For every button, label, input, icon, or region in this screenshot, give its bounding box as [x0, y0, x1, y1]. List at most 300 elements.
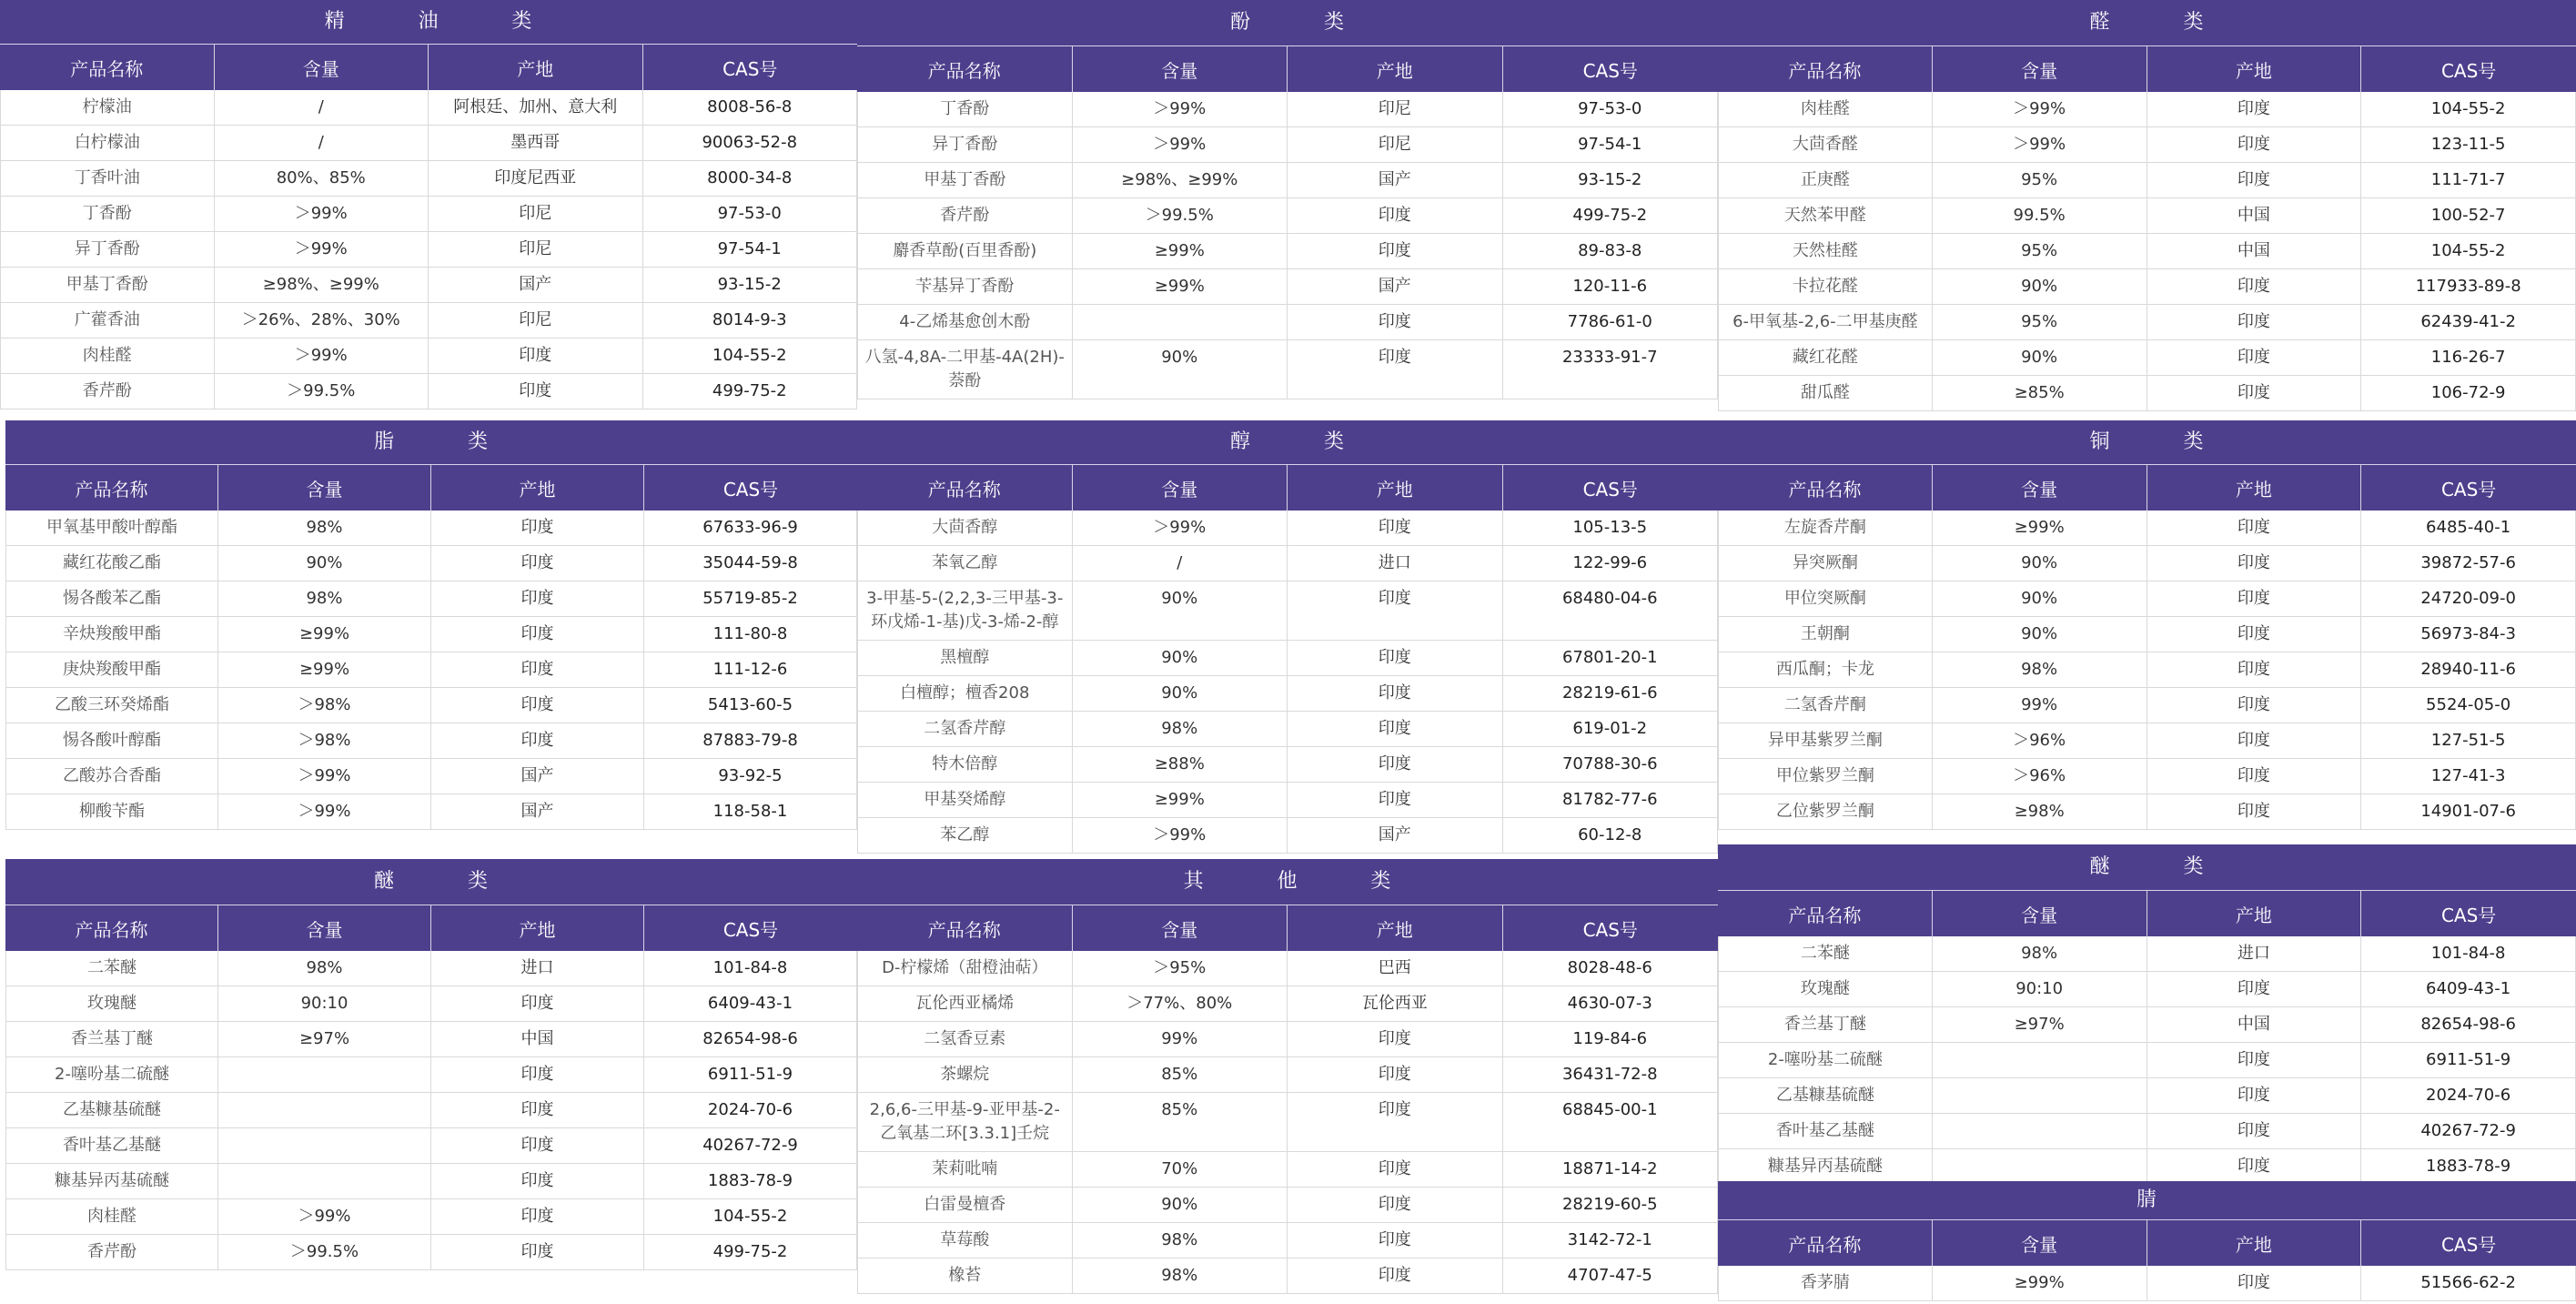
cell-origin: 印度	[1288, 676, 1503, 711]
cell-content	[218, 1164, 431, 1198]
table-row	[1718, 305, 2576, 340]
cell-name: 广藿香油	[0, 303, 215, 338]
cell-cas: 619-01-2	[1503, 712, 1719, 746]
table-header-row	[857, 464, 1718, 510]
table-row	[857, 581, 1718, 641]
cell-origin: 印度	[1288, 581, 1503, 640]
cell-origin: 印度	[429, 374, 643, 409]
cell-origin: 印度	[2147, 1149, 2362, 1184]
cell-origin: 印度	[1288, 1093, 1503, 1151]
table-row	[5, 1199, 857, 1235]
cell-origin: 印尼	[429, 197, 643, 231]
cell-cas: 120-11-6	[1503, 269, 1719, 304]
column-header-origin: 产地	[431, 905, 644, 951]
cell-cas: 123-11-5	[2361, 127, 2576, 162]
cell-origin: 印度	[431, 581, 644, 616]
cell-cas: 89-83-8	[1503, 234, 1719, 268]
cell-name: 异丁香酚	[857, 127, 1073, 162]
cell-content: ＞99.5%	[1073, 198, 1288, 233]
cell-name: 庚炔羧酸甲酯	[5, 652, 218, 687]
cell-cas: 67633-96-9	[644, 510, 857, 545]
cell-content: /	[215, 90, 429, 125]
table-header-row	[1718, 45, 2576, 92]
cell-cas: 39872-57-6	[2361, 546, 2576, 581]
cell-content: ≥98%、≥99%	[215, 268, 429, 302]
table-row	[1718, 1007, 2576, 1043]
cell-name: 4-乙烯基愈创木酚	[857, 305, 1073, 339]
cell-origin: 印度	[2147, 510, 2362, 545]
cell-cas: 6485-40-1	[2361, 510, 2576, 545]
cell-origin: 印度	[2147, 972, 2362, 1006]
table-row	[857, 546, 1718, 581]
cell-origin: 阿根廷、加州、意大利	[429, 90, 643, 125]
column-header-origin: 产地	[2147, 46, 2362, 92]
cell-name: 丁香酚	[0, 197, 215, 231]
cell-content: ≥98%、≥99%	[1073, 163, 1288, 197]
cell-origin: 印度	[1288, 1188, 1503, 1222]
cell-content: 90%	[1073, 1188, 1288, 1222]
cell-content: 98%	[1933, 936, 2147, 971]
table-header-row	[857, 905, 1718, 951]
table-header-row	[857, 45, 1718, 92]
table-row	[1718, 794, 2576, 830]
cell-origin: 印度	[431, 986, 644, 1021]
column-header-content: 含量	[1933, 1220, 2147, 1266]
cell-content	[1933, 1078, 2147, 1113]
column-header-name: 产品名称	[1718, 46, 1933, 92]
cell-cas: 56973-84-3	[2361, 617, 2576, 652]
cell-cas: 14901-07-6	[2361, 794, 2576, 829]
table-header-row	[5, 464, 857, 510]
cell-name: 王朝酮	[1718, 617, 1933, 652]
cell-name: 乙酸苏合香酯	[5, 759, 218, 794]
cell-origin: 印尼	[429, 303, 643, 338]
cell-origin: 印度	[1288, 1223, 1503, 1258]
cell-content: ＞99%	[1073, 510, 1288, 545]
cell-origin: 印度	[2147, 376, 2362, 410]
column-header-cas: CAS号	[722, 478, 779, 500]
cell-origin: 印度	[431, 1057, 644, 1092]
table-row	[857, 305, 1718, 340]
table-title: 醇 类	[857, 420, 1718, 464]
cell-origin: 中国	[2147, 1007, 2362, 1042]
cell-name: 糠基异丙基硫醚	[5, 1164, 218, 1198]
column-header-content: 含量	[1933, 465, 2147, 510]
cell-cas: 1883-78-9	[2361, 1149, 2576, 1184]
cell-name: 3-甲基-5-(2,2,3-三甲基-3-环戊烯-1-基)戊-3-烯-2-醇	[857, 581, 1073, 640]
cell-origin: 印度	[2147, 163, 2362, 197]
column-header-cas: CAS号	[2440, 1233, 2497, 1256]
table-row	[5, 581, 857, 617]
cell-name: 乙酸三环癸烯酯	[5, 688, 218, 723]
cell-origin: 印度	[1288, 1259, 1503, 1293]
cell-cas: 119-84-6	[1503, 1022, 1719, 1056]
cell-name: 八氢-4,8A-二甲基-4A(2H)-萘酚	[857, 340, 1073, 399]
cell-name: 甲位紫罗兰酮	[1718, 759, 1933, 794]
cell-origin: 印度	[1288, 340, 1503, 399]
table-row	[5, 510, 857, 546]
column-header-content: 含量	[218, 465, 431, 510]
cell-cas: 51566-62-2	[2361, 1266, 2576, 1300]
product-table	[5, 859, 857, 1270]
table-row	[1718, 1266, 2576, 1301]
table-row	[1718, 1149, 2576, 1185]
table-row	[5, 617, 857, 652]
cell-content: 98%	[1073, 712, 1288, 746]
cell-name: 6-甲氧基-2,6-二甲基庚醛	[1718, 305, 1933, 339]
column-header-origin: 产地	[431, 465, 644, 510]
cell-content: ＞99%	[1073, 127, 1288, 162]
cell-cas: 7786-61-0	[1503, 305, 1719, 339]
cell-content: 95%	[1933, 305, 2147, 339]
cell-content: ≥98%	[1933, 794, 2147, 829]
cell-cas: 105-13-5	[1503, 510, 1719, 545]
table-row	[0, 268, 857, 303]
cell-cas: 2024-70-6	[2361, 1078, 2576, 1113]
cell-name: 柳酸苄酯	[5, 794, 218, 829]
cell-content: 99.5%	[1933, 198, 2147, 233]
cell-content: 90%	[1933, 546, 2147, 581]
cell-name: 正庚醛	[1718, 163, 1933, 197]
cell-origin: 印度	[2147, 127, 2362, 162]
table-row	[857, 340, 1718, 399]
cell-origin: 印尼	[1288, 92, 1503, 126]
cell-origin: 印度	[431, 546, 644, 581]
cell-origin: 印度	[2147, 1114, 2362, 1148]
cell-cas: 6911-51-9	[644, 1057, 857, 1092]
cell-cas: 97-53-0	[643, 197, 858, 231]
cell-cas: 499-75-2	[1503, 198, 1719, 233]
table-row	[0, 339, 857, 374]
cell-name: 橡苔	[857, 1259, 1073, 1293]
column-header-content: 含量	[218, 905, 431, 951]
table-row	[5, 1128, 857, 1164]
table-row	[1718, 652, 2576, 688]
cell-name: 瓦伦西亚橘烯	[857, 986, 1073, 1021]
cell-name: 草莓酸	[857, 1223, 1073, 1258]
cell-origin: 进口	[431, 951, 644, 986]
cell-cas: 68845-00-1	[1503, 1093, 1719, 1151]
table-row	[857, 951, 1718, 986]
cell-cas: 104-55-2	[644, 1199, 857, 1234]
cell-origin: 印度	[1288, 305, 1503, 339]
table-title: 腈	[1718, 1181, 2576, 1219]
cell-cas: 4707-47-5	[1503, 1259, 1719, 1293]
cell-cas: 55719-85-2	[644, 581, 857, 616]
cell-cas: 8014-9-3	[643, 303, 858, 338]
cell-origin: 印度	[1288, 234, 1503, 268]
cell-content	[218, 1057, 431, 1092]
cell-content: /	[1073, 546, 1288, 581]
cell-name: 丁香酚	[857, 92, 1073, 126]
column-header-name: 产品名称	[1718, 465, 1933, 510]
cell-content: 98%	[1073, 1223, 1288, 1258]
cell-origin: 印度	[1288, 510, 1503, 545]
cell-origin: 印度	[1288, 1057, 1503, 1092]
cell-name: 香兰基丁醚	[5, 1022, 218, 1056]
cell-origin: 印度	[431, 617, 644, 652]
column-header-content: 含量	[1933, 46, 2147, 92]
table-row	[1718, 1043, 2576, 1078]
cell-cas: 118-58-1	[644, 794, 857, 829]
table-row	[857, 818, 1718, 854]
cell-content: ≥85%	[1933, 376, 2147, 410]
table-title: 酚 类	[857, 0, 1718, 45]
cell-name: 肉桂醛	[0, 339, 215, 373]
cell-name: 2-噻吩基二硫醚	[1718, 1043, 1933, 1077]
cell-content: ≥99%	[1073, 234, 1288, 268]
cell-origin: 印度	[431, 1164, 644, 1198]
cell-cas: 499-75-2	[643, 374, 858, 409]
cell-content: ＞99%	[215, 197, 429, 231]
table-row	[0, 303, 857, 339]
cell-content: ＞99.5%	[215, 374, 429, 409]
table-title: 醚 类	[1718, 844, 2576, 890]
table-row	[857, 1022, 1718, 1057]
cell-name: 白檀醇；檀香208	[857, 676, 1073, 711]
cell-cas: 3142-72-1	[1503, 1223, 1719, 1258]
cell-content: 99%	[1073, 1022, 1288, 1056]
table-row	[857, 163, 1718, 198]
table-row	[857, 1223, 1718, 1259]
cell-cas: 28219-61-6	[1503, 676, 1719, 711]
table-row	[5, 723, 857, 759]
table-row	[857, 783, 1718, 818]
cell-content: ＞99%	[1933, 92, 2147, 126]
cell-origin: 印度	[2147, 1266, 2362, 1300]
table-row	[857, 234, 1718, 269]
column-header-origin: 产地	[1288, 465, 1503, 510]
cell-content: 90%	[218, 546, 431, 581]
column-header-name: 产品名称	[5, 905, 218, 951]
table-row	[1718, 688, 2576, 723]
table-row	[1718, 376, 2576, 411]
table-row	[857, 1188, 1718, 1223]
cell-name: D-柠檬烯（甜橙油萜）	[857, 951, 1073, 986]
cell-content	[218, 1128, 431, 1163]
cell-content: 95%	[1933, 234, 2147, 268]
cell-content: 95%	[1933, 163, 2147, 197]
cell-content: ≥97%	[218, 1022, 431, 1056]
cell-cas: 70788-30-6	[1503, 747, 1719, 782]
cell-content: ＞99%	[215, 339, 429, 373]
table-row	[5, 1022, 857, 1057]
cell-origin: 印尼	[1288, 127, 1503, 162]
cell-origin: 印度	[2147, 340, 2362, 375]
cell-cas: 28219-60-5	[1503, 1188, 1719, 1222]
cell-origin: 印度	[2147, 305, 2362, 339]
table-title: 铜 类	[1718, 420, 2576, 464]
table-row	[5, 688, 857, 723]
cell-cas: 93-15-2	[643, 268, 858, 302]
column-header-content: 含量	[1073, 905, 1288, 951]
column-header-content: 含量	[215, 45, 429, 90]
cell-name: 茶螺烷	[857, 1057, 1073, 1092]
cell-content	[1933, 1149, 2147, 1184]
cell-origin: 印度	[2147, 92, 2362, 126]
column-header-content: 含量	[1933, 891, 2147, 936]
cell-name: 惕各酸苯乙酯	[5, 581, 218, 616]
cell-cas: 8008-56-8	[643, 90, 858, 125]
cell-name: 特木倍醇	[857, 747, 1073, 782]
cell-name: 二苯醚	[5, 951, 218, 986]
cell-origin: 印度	[1288, 747, 1503, 782]
table-title: 精 油 类	[0, 0, 857, 44]
cell-name: 乙位紫罗兰酮	[1718, 794, 1933, 829]
cell-name: 西瓜酮；卡龙	[1718, 652, 1933, 687]
table-row	[857, 92, 1718, 127]
cell-cas: 97-54-1	[1503, 127, 1719, 162]
cell-origin: 国产	[1288, 269, 1503, 304]
table-row	[1718, 127, 2576, 163]
cell-cas: 82654-98-6	[2361, 1007, 2576, 1042]
cell-name: 大茴香醛	[1718, 127, 1933, 162]
cell-name: 异突厥酮	[1718, 546, 1933, 581]
column-header-cas: CAS号	[1582, 478, 1638, 500]
product-table	[0, 0, 857, 409]
table-row	[5, 986, 857, 1022]
cell-origin: 印度	[2147, 546, 2362, 581]
cell-content: ≥99%	[218, 617, 431, 652]
cell-name: 乙基糠基硫醚	[5, 1093, 218, 1127]
column-header-origin: 产地	[1288, 46, 1503, 92]
cell-origin: 印度	[431, 1235, 644, 1269]
table-row	[857, 1093, 1718, 1152]
cell-cas: 8000-34-8	[643, 161, 858, 196]
cell-content: ＞98%	[218, 688, 431, 723]
cell-origin: 印度	[431, 1199, 644, 1234]
table-row	[5, 1057, 857, 1093]
cell-cas: 36431-72-8	[1503, 1057, 1719, 1092]
cell-cas: 111-12-6	[644, 652, 857, 687]
cell-origin: 进口	[1288, 546, 1503, 581]
column-header-origin: 产地	[2147, 465, 2362, 510]
cell-cas: 68480-04-6	[1503, 581, 1719, 640]
cell-name: 香芹酚	[5, 1235, 218, 1269]
column-header-cas: CAS号	[1582, 918, 1638, 941]
cell-origin: 印度	[2147, 581, 2362, 616]
cell-content: 90%	[1933, 617, 2147, 652]
column-header-origin: 产地	[2147, 1220, 2362, 1266]
column-header-origin: 产地	[429, 45, 643, 90]
cell-content: ＞99%	[215, 232, 429, 267]
table-row	[1718, 546, 2576, 581]
cell-content: ＞96%	[1933, 723, 2147, 758]
column-header-origin: 产地	[2147, 891, 2362, 936]
cell-cas: 90063-52-8	[643, 126, 858, 160]
table-row	[857, 676, 1718, 712]
cell-content: ＞99.5%	[218, 1235, 431, 1269]
table-row	[1718, 723, 2576, 759]
cell-cas: 117933-89-8	[2361, 269, 2576, 304]
cell-name: 黑檀醇	[857, 641, 1073, 675]
table-row	[857, 198, 1718, 234]
cell-name: 香芹酚	[0, 374, 215, 409]
cell-origin: 国产	[1288, 163, 1503, 197]
cell-content	[218, 1093, 431, 1127]
cell-origin: 进口	[2147, 936, 2362, 971]
cell-name: 苯乙醇	[857, 818, 1073, 853]
column-header-name: 产品名称	[857, 905, 1073, 951]
cell-content: 98%	[1073, 1259, 1288, 1293]
product-table	[1718, 844, 2576, 1185]
column-header-cas: CAS号	[2440, 59, 2497, 82]
table-row	[0, 126, 857, 161]
cell-origin: 国产	[431, 759, 644, 794]
cell-origin: 印度	[2147, 723, 2362, 758]
cell-origin: 印度	[2147, 652, 2362, 687]
table-header-row	[1718, 890, 2576, 936]
product-table	[857, 0, 1718, 399]
cell-cas: 82654-98-6	[644, 1022, 857, 1056]
cell-origin: 国产	[1288, 818, 1503, 853]
cell-name: 香芹酚	[857, 198, 1073, 233]
cell-content	[1073, 305, 1288, 339]
table-row	[1718, 340, 2576, 376]
cell-name: 丁香叶油	[0, 161, 215, 196]
table-row	[857, 1152, 1718, 1188]
cell-name: 甲氧基甲酸叶醇酯	[5, 510, 218, 545]
cell-origin: 印度	[431, 723, 644, 758]
table-row	[5, 1093, 857, 1128]
table-row	[1718, 1078, 2576, 1114]
cell-cas: 4630-07-3	[1503, 986, 1719, 1021]
cell-cas: 24720-09-0	[2361, 581, 2576, 616]
product-table	[857, 420, 1718, 854]
cell-origin: 印度	[431, 688, 644, 723]
cell-origin: 印尼	[429, 232, 643, 267]
cell-content: ≥99%	[1073, 783, 1288, 817]
cell-cas: 104-55-2	[2361, 92, 2576, 126]
cell-name: 2-噻吩基二硫醚	[5, 1057, 218, 1092]
cell-origin: 印度	[2147, 794, 2362, 829]
cell-content: 99%	[1933, 688, 2147, 723]
cell-cas: 106-72-9	[2361, 376, 2576, 410]
cell-content: 90%	[1073, 641, 1288, 675]
cell-name: 二氢香芹酮	[1718, 688, 1933, 723]
cell-name: 2,6,6-三甲基-9-亚甲基-2-乙氧基二环[3.3.1]壬烷	[857, 1093, 1073, 1151]
cell-origin: 巴西	[1288, 951, 1503, 986]
cell-cas: 5524-05-0	[2361, 688, 2576, 723]
column-header-cas: CAS号	[722, 918, 779, 941]
cell-cas: 87883-79-8	[644, 723, 857, 758]
table-row	[5, 951, 857, 986]
cell-content: 90:10	[1933, 972, 2147, 1006]
cell-origin: 中国	[2147, 234, 2362, 268]
column-header-cas: CAS号	[1582, 59, 1638, 82]
cell-cas: 93-15-2	[1503, 163, 1719, 197]
table-row	[1718, 972, 2576, 1007]
cell-content: 90%	[1933, 340, 2147, 375]
cell-name: 白雷曼檀香	[857, 1188, 1073, 1222]
cell-origin: 瓦伦西亚	[1288, 986, 1503, 1021]
column-header-name: 产品名称	[0, 45, 215, 90]
cell-content: 85%	[1073, 1057, 1288, 1092]
cell-cas: 116-26-7	[2361, 340, 2576, 375]
table-row	[1718, 269, 2576, 305]
cell-content: 85%	[1073, 1093, 1288, 1151]
table-header-row	[5, 905, 857, 951]
cell-name: 大茴香醇	[857, 510, 1073, 545]
cell-content: ＞99%	[1933, 127, 2147, 162]
table-row	[857, 1057, 1718, 1093]
cell-name: 藏红花酸乙酯	[5, 546, 218, 581]
cell-origin: 印度	[431, 510, 644, 545]
cell-content: 90%	[1933, 581, 2147, 616]
table-row	[0, 232, 857, 268]
cell-origin: 印度	[1288, 1152, 1503, 1187]
cell-origin: 印度	[1288, 198, 1503, 233]
